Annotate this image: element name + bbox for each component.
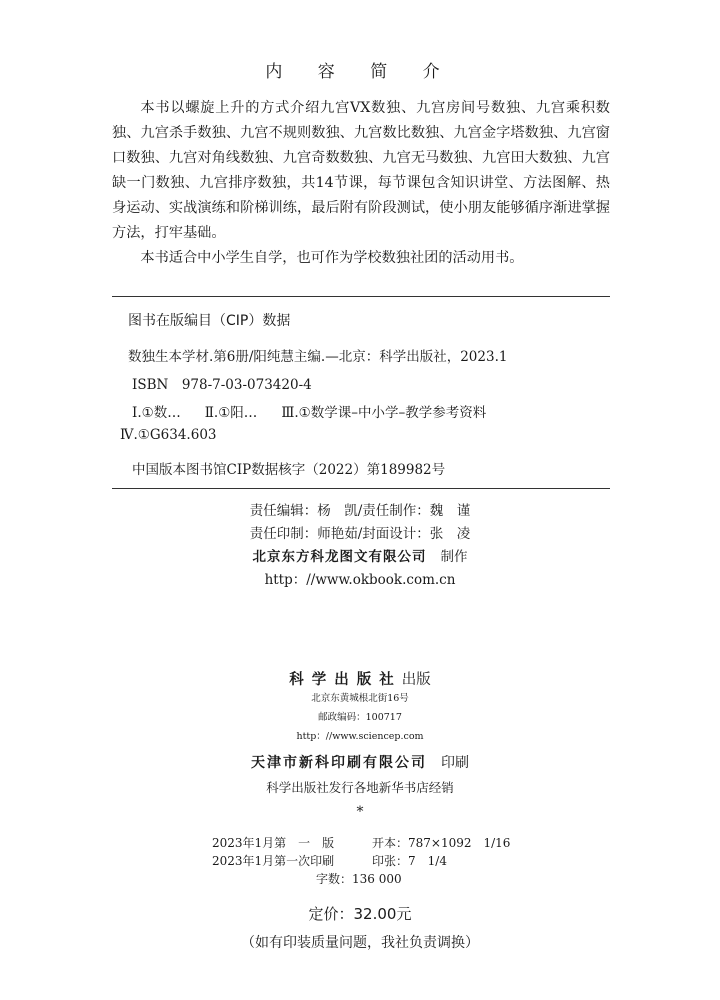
distribution-line: 科学出版社发行各地新华书店经销 <box>266 780 454 795</box>
cip-class-1: Ⅰ.①数… <box>132 405 181 421</box>
edition-date: 2023年1月第 一 版 <box>212 836 335 850</box>
price: 定价：32.00元 <box>308 905 412 923</box>
intro-text <box>112 96 610 271</box>
publisher-name: 科学出版社 <box>289 672 402 688</box>
producer-line <box>0 546 720 569</box>
printer-name: 天津市新科印刷有限公司 <box>251 755 427 771</box>
producer-role: 制作 <box>440 549 468 565</box>
publisher-role: 出版 <box>401 672 431 688</box>
printed-sheets: 印张：7 1/4 <box>372 854 447 868</box>
cip-record-number: 中国版本图书馆CIP数据核字（2022）第189982号 <box>132 462 446 478</box>
edition-block <box>212 834 510 888</box>
credits-block <box>0 500 720 592</box>
cip-class-3: Ⅲ.①数学课–中小学–教学参考资料 <box>281 405 487 421</box>
printer-role: 印刷 <box>441 755 469 771</box>
editor-credit: 责任编辑：杨 凯/责任制作：魏 谨 <box>249 503 471 519</box>
producer-name: 北京东方科龙图文有限公司 <box>252 549 427 565</box>
cip-bibliographic-line: 数独生本学材.第6册/阳纯慧主编.—北京：科学出版社，2023.1 <box>128 349 508 365</box>
cip-isbn: ISBN 978-7-03-073420-4 <box>132 377 312 393</box>
format-size: 开本：787×1092 1/16 <box>372 836 511 850</box>
word-count: 字数：136 000 <box>316 872 402 886</box>
printer-line <box>0 752 720 772</box>
intro-paragraph-1: 本书以螺旋上升的方式介绍九宫VX数独、九宫房间号数独、九宫乘积数独、九宫杀手数独、九宫不规则数独、九宫数比数独、九宫金字塔数独、九宫窗口数独、九宫对角线数独、九宫奇数数独、九宫无马数独、九宫田大数独、九宫缺一门数独、九宫排序数独，共14节课，每节课包含知识讲堂、方法图解、热身运动、实战演练和阶梯训练，最后附有阶段测试，使小朋友能够循序渐进掌握方法，打牢基础。 <box>112 100 610 241</box>
printing-credit: 责任印制：师艳茹/封面设计：张 凌 <box>249 526 471 542</box>
intro-paragraph-2: 本书适合中小学生自学，也可作为学校数独社团的活动用书。 <box>140 250 524 266</box>
page-title: 内 容 简 介 <box>265 62 455 82</box>
cip-heading: 图书在版编目（CIP）数据 <box>128 313 291 329</box>
quality-notice: （如有印装质量问题，我社负责调换） <box>241 935 479 951</box>
divider-bottom <box>112 488 610 489</box>
producer-url: http：//www.okbook.com.cn <box>264 572 456 588</box>
separator-star: * <box>356 804 364 820</box>
cip-class-4: Ⅳ.①G634.603 <box>120 427 217 443</box>
cip-class-2: Ⅱ.①阳… <box>204 405 258 421</box>
divider-top <box>112 296 610 297</box>
publisher-block <box>0 668 720 796</box>
publisher-address: 北京东黄城根北街16号 <box>311 693 409 704</box>
publisher-url: http：//www.sciencep.com <box>296 731 424 742</box>
printing-date: 2023年1月第一次印刷 <box>212 854 335 868</box>
publisher-postcode: 邮政编码：100717 <box>318 712 402 723</box>
cip-classification <box>132 401 510 421</box>
publisher-line <box>0 668 720 689</box>
